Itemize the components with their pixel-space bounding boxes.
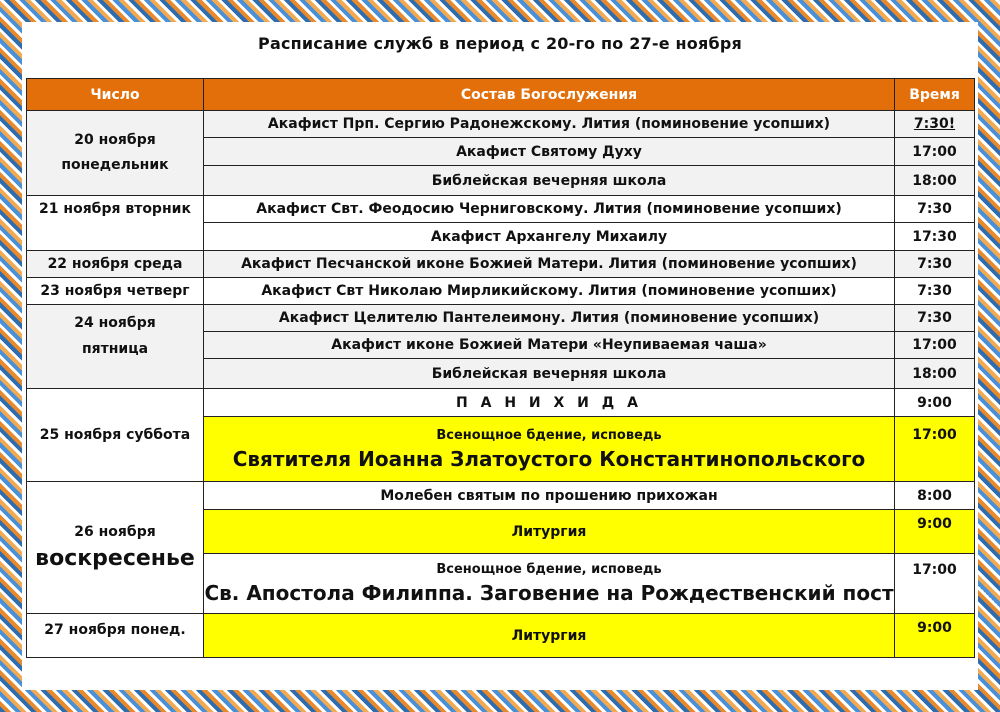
day-cell-25: 25 ноября суббота <box>27 389 204 482</box>
table-row <box>27 482 975 510</box>
day-label: 20 ноября <box>74 131 156 148</box>
service-subtitle: Всенощное бдение, исповедь <box>436 562 662 577</box>
service-title: Св. Апостола Филиппа. Заговение на Рождественский пост <box>204 581 894 605</box>
day-cell-22: 22 ноября среда <box>27 251 204 278</box>
service-cell: Литургия <box>204 510 895 554</box>
service-cell: Акафист иконе Божией Матери «Неупиваемая чаша» <box>204 332 895 359</box>
service-title: Святителя Иоанна Златоустого Константинопольского <box>232 446 866 471</box>
header-row <box>27 79 975 111</box>
day-cell-26 <box>27 482 204 614</box>
service-cell: Акафист Свт Николаю Мирликийскому. Лития (поминовение усопших) <box>204 278 895 305</box>
table-row <box>27 389 975 417</box>
time-cell: 7:30 <box>895 196 975 223</box>
table-row <box>27 111 975 138</box>
time-cell: 17:00 <box>895 332 975 359</box>
day-label: 24 ноября <box>74 315 156 331</box>
service-cell: Библейская вечерняя школа <box>204 359 895 389</box>
service-cell <box>204 417 895 482</box>
weekday-label: воскресенье <box>35 546 195 571</box>
day-cell-23: 23 ноября четверг <box>27 278 204 305</box>
day-label: 21 ноября вторник <box>39 201 191 217</box>
day-label: 26 ноября <box>74 524 156 540</box>
time-cell: 9:00 <box>895 389 975 417</box>
service-cell: Акафист Святому Духу <box>204 138 895 166</box>
table-row <box>27 614 975 658</box>
time-cell: 7:30 <box>895 251 975 278</box>
service-cell: Литургия <box>204 614 895 658</box>
time-cell: 7:30 <box>895 305 975 332</box>
service-cell: Акафист Прп. Сергию Радонежскому. Лития (поминовение усопших) <box>204 111 895 138</box>
table-row <box>27 196 975 223</box>
time-cell: 18:00 <box>895 359 975 389</box>
service-cell <box>204 554 895 614</box>
time-cell: 17:00 <box>895 554 975 614</box>
time-cell: 7:30! <box>895 111 975 138</box>
service-cell: Акафист Целителю Пантелеимону. Лития (поминовение усопших) <box>204 305 895 332</box>
day-cell-20 <box>27 111 204 196</box>
time-cell: 17:00 <box>895 417 975 482</box>
time-cell: 9:00 <box>895 614 975 658</box>
time-cell: 9:00 <box>895 510 975 554</box>
time-cell: 17:30 <box>895 223 975 251</box>
weekday-label: пятница <box>81 340 149 357</box>
schedule-table <box>26 78 975 658</box>
time-cell: 7:30 <box>895 278 975 305</box>
time-cell: 17:00 <box>895 138 975 166</box>
service-cell: Акафист Архангелу Михаилу <box>204 223 895 251</box>
day-cell-27: 27 ноября понед. <box>27 614 204 658</box>
header-date: Число <box>27 79 204 111</box>
service-cell: Акафист Свт. Феодосию Черниговскому. Лития (поминовение усопших) <box>204 196 895 223</box>
header-service: Состав Богослужения <box>204 79 895 111</box>
service-cell: Молебен святым по прошению прихожан <box>204 482 895 510</box>
service-subtitle: Всенощное бдение, исповедь <box>436 427 662 443</box>
day-cell-21 <box>27 196 204 251</box>
day-cell-24 <box>27 305 204 389</box>
weekday-label: понедельник <box>61 157 169 173</box>
table-row <box>27 251 975 278</box>
header-time: Время <box>895 79 975 111</box>
service-cell: Акафист Песчанской иконе Божией Матери. Лития (поминовение усопших) <box>204 251 895 278</box>
time-cell: 8:00 <box>895 482 975 510</box>
table-row <box>27 305 975 332</box>
page-title: Расписание служб в период с 20-го по 27-е ноября <box>258 34 742 53</box>
table-row <box>27 278 975 305</box>
service-cell: П А Н И Х И Д А <box>204 389 895 417</box>
service-cell: Библейская вечерняя школа <box>204 166 895 196</box>
time-cell: 18:00 <box>895 166 975 196</box>
